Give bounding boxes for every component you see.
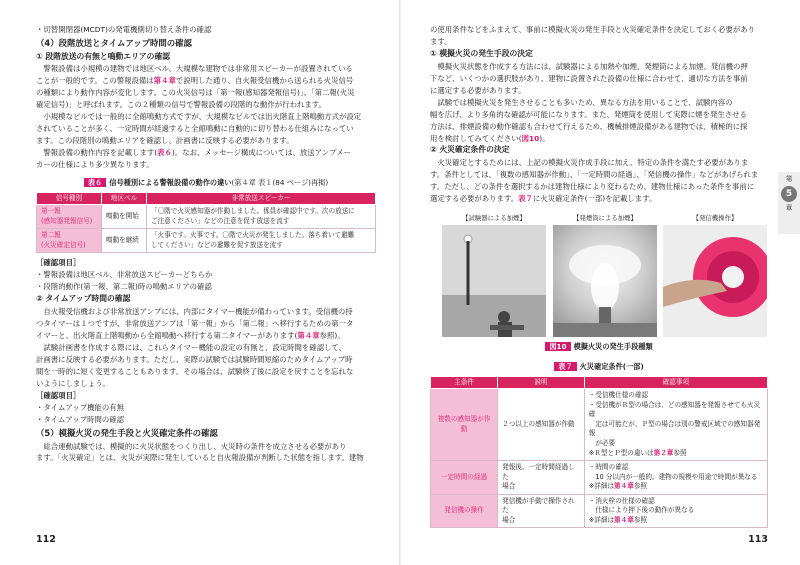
right-body-line: に選定する必要があります。 [430, 85, 526, 95]
left-body-line: ［確認項目］ [36, 258, 81, 268]
table-header-cell: 信号種別 [37, 192, 102, 205]
right-body-line: の使用条件などをふまえて、事前に模擬火災の発生手段と火災確定条件を決定しておく必要があり [430, 25, 756, 34]
table6-caption: 信号種別による警報設備の動作の違い [109, 178, 232, 188]
left-body-line: ます。「火災確定」とは、火災が実際に発生していると自火報設備が判断した状態を指します。建物 [36, 453, 364, 463]
left-body-line: （5）模擬火災の発生手段と火災確定条件の確認 [36, 427, 218, 438]
left-body-line: （4）段階放送とタイムアップ時間の確認 [36, 37, 192, 48]
left-body-line: 計画書に反映する必要があります。ただし、実際の試験では試験時間短縮のためタイムアップ時 [36, 354, 353, 364]
smoke-illustration [553, 225, 657, 337]
table-cell: 「〇階で火災感知器が作動しました。係員が確認中です。次の放送に ご注意ください」などの注意を促す放送を流す [147, 205, 376, 229]
table-header-cell: 説明 [498, 376, 585, 389]
table-header-cell: 主条件 [431, 376, 498, 389]
right-body-line: 試験では模擬火災を発生させることも多いため、異なる方法を用いることで、試験内容の [437, 97, 733, 107]
table-cell: ・受信機仕様の確認 ・受信機がＲ型の場合は、どの感知器を発報させても火災確 定は可能だが、Ｐ型の場合は別の警戒区域での感知器発報 が必要 ※Ｒ型とＰ型の違いは第２章参照 [584, 389, 767, 461]
right-body [430, 24, 768, 205]
table7 [430, 376, 768, 529]
left-body-line: 総合連動試験では、模擬的に火災状態をつくり出し、火災時の条件を成立させる必要があり [43, 441, 347, 451]
table-cell: ・消火栓の仕様の確認 仕様により押下後の動作が異なる ※詳細は第４章参照 [584, 494, 767, 528]
button-illustration [663, 225, 767, 337]
right-body-line: ① 模擬火災の発生手段の決定 [430, 48, 533, 58]
right-body-line: 方法は、排煙設備の動作確認も合わせて行えるため、機械排煙設備がある建物では、積極的に採 [430, 121, 748, 131]
table-row [37, 205, 376, 229]
left-body-line: 自火報受信機および非常放送アンプには、内部にタイマー機能が備わっています。受信機の持 [43, 307, 353, 317]
table-cell: 一定時間の経過 [431, 461, 498, 495]
left-body-top [36, 24, 376, 171]
table-cell: ・時間の確認 10 分以内が一般的。建物の規模や用途で時間が異なる ※詳細は第４章参照 [584, 461, 767, 495]
figure10-label: 図10 [545, 342, 570, 351]
right-body-line: 模擬火災状態を作成する方法には、試験器による加熱や加煙、発煙筒による加煙、発信機の押 [437, 61, 748, 71]
table-cell: 発信機の操作 [431, 494, 498, 528]
chapter-tab-number: 5 [781, 186, 797, 202]
table-cell: 鳴動を継続 [101, 229, 146, 253]
table7-caption: 火災確定条件(一部) [579, 362, 644, 372]
table-cell: 第一報 (感知器発報信号) [37, 205, 102, 229]
left-body-line: 確定信号)」と呼ばれます。この２種類の信号で警報設備の段階的な動作が行われます。 [36, 100, 326, 110]
table7-label: 表７ [554, 362, 576, 371]
table6 [36, 192, 376, 254]
photo-label-tester: 【試験器による加煙】 [462, 214, 526, 223]
left-body-line: いようにしましょう。 [36, 378, 110, 388]
photo-smoke [553, 225, 657, 337]
left-body-line: イマーと、出火階直上階鳴動から全館鳴動へ移行する第二タイマーがあります(第４章参照)。 [36, 331, 345, 341]
right-page [400, 0, 800, 565]
figure10-caption [430, 341, 768, 353]
photo-label-button: 【発信機操作】 [692, 214, 738, 223]
left-body-line: ことが一般的です。この警報設備は第４章で説明した通り、自火報受信機から送られる火災信号 [36, 76, 354, 86]
left-body-line: されていることが多く、一定時間が経過すると全館鳴動に自動的に切り替わる仕組みになってい [36, 124, 354, 134]
right-body-line: 選定する必要があります。表７に火災確定条件(一部)を記載します。 [430, 194, 657, 204]
right-body-line: 火災確定とするためには、上記の模擬火災作成手段に加え、特定の条件を満たす必要がありま [437, 158, 749, 168]
chapter-tab [778, 172, 800, 234]
page-number-left: 112 [36, 533, 56, 545]
left-body-line: カーの仕様により多少異なります。 [36, 160, 154, 170]
table-cell: ２つ以上の感知器が作動 [498, 389, 585, 461]
figure10 [430, 213, 768, 361]
tester-illustration [442, 225, 546, 337]
table-cell: 発報後、一定時間経過した 場合 [498, 461, 585, 495]
table-header-cell: 非常放送スピーカー [147, 192, 376, 205]
table-cell: 複数の感知器が作動 [431, 389, 498, 461]
table-row [37, 229, 376, 253]
right-body-line: 用を検討してみてください(図10)。 [430, 133, 550, 143]
right-body-line: す。ただし、どの条件を選択するかは建物仕様により変わるため、建物仕様にあった条件を事前に [430, 182, 755, 192]
table-cell: 鳴動を開始 [101, 205, 146, 229]
table-cell: 「火事です。火事です。〇階で火災が発生しました。落ち着いて避難 してください」などの避難を促す放送を流す [147, 229, 376, 253]
table6-title [36, 177, 376, 189]
left-body-bottom [36, 257, 376, 464]
left-body-line: の種類により動作内容が変化します。この火災信号は「第一報(感知器発報信号)」、「第二報(火災 [36, 88, 355, 98]
table-cell: 発信機が手動で操作された 場合 [498, 494, 585, 528]
table-cell: 第二報 (火災確定信号) [37, 229, 102, 253]
photo-button [663, 225, 767, 337]
chapter-tab-post: 章 [785, 203, 793, 212]
left-body-line: つタイマーは１つですが、非常放送アンプは「第一報」から「第二報」へ移行するための第一タ [36, 319, 354, 329]
left-body-line: ・ 警報設備は地区ベル、非常放送スピーカーどちらか [36, 269, 376, 281]
left-body-line: ・ タイムアップ機能の有無 [36, 402, 376, 414]
page-number-right: 113 [748, 533, 768, 545]
left-body-line: ① 段階放送の有無と鳴動エリアの確認 [36, 51, 171, 61]
left-body-line: ます。この段階別の鳴動エリアを確認し、計画書に反映する必要があります。 [36, 136, 294, 146]
left-body-line: 警報設備の動作内容を記載します(表６)。なお、メッセージ構成については、放送アンプメー [43, 148, 352, 158]
left-body-line: 小規模なビルでは一般的に全館鳴動方式ですが、大規模なビルでは出火階直上階鳴動方式が設定 [43, 112, 362, 122]
left-body-line: 警報設備は小規模の建物では地区ベル、大規模な建物では非常用スピーカーが設置されている [43, 64, 353, 74]
left-body-line: ② タイムアップ時間の確認 [36, 294, 131, 304]
table7-title [430, 361, 768, 373]
table-row [431, 389, 768, 461]
left-body-line: ・ 切替開閉器(MCDT)の発電機側切り替え条件の確認 [36, 24, 376, 36]
table-row [431, 494, 768, 528]
table-header-cell: 地区ベル [101, 192, 146, 205]
left-body-line: ・ タイムアップ時間の確認 [36, 414, 376, 426]
right-body-line: 下など、いくつかの選択肢があり、建物に設置された設備の仕様に合わせて、適切な方法を事前 [430, 73, 748, 83]
left-body-line: ・ 段階的動作(第一報、第二報)時の鳴動エリアの確認 [36, 281, 376, 293]
figure10-caption-text: 模擬火災の発生手段種類 [573, 342, 653, 352]
right-body-line: す。条件としては、「複数の感知器が作動」、「一定時間の経過」、「発信機の操作」などがあげられま [430, 170, 759, 180]
left-body-line: ［確認項目］ [36, 390, 81, 400]
left-body-line: 間を一時的に短く変更することもあります。その場合は、試験終了後に設定を戻すことを忘れな [36, 366, 354, 376]
photo-label-smoke: 【発煙筒による加煙】 [573, 214, 637, 223]
left-body-line: 試験計画書を作成する際には、これらタイマー機能の設定の有無と、設定時間を確認して、 [43, 343, 347, 352]
table6-note: (第４章 表１(84 ページ)再掲) [231, 178, 329, 188]
right-body-line: ます。 [430, 36, 452, 46]
photo-tester [442, 225, 546, 337]
chapter-tab-pre: 第 [785, 175, 793, 183]
right-body-line: 幅を広げ、より多角的な確認が可能になります。また、発煙筒を使用して実際に煙を発生させる [430, 109, 747, 119]
table-row [431, 461, 768, 495]
table6-label: 表６ [84, 178, 106, 187]
table-header-cell: 確認事項 [584, 376, 767, 389]
right-body-line: ② 火災確定条件の決定 [430, 145, 510, 155]
